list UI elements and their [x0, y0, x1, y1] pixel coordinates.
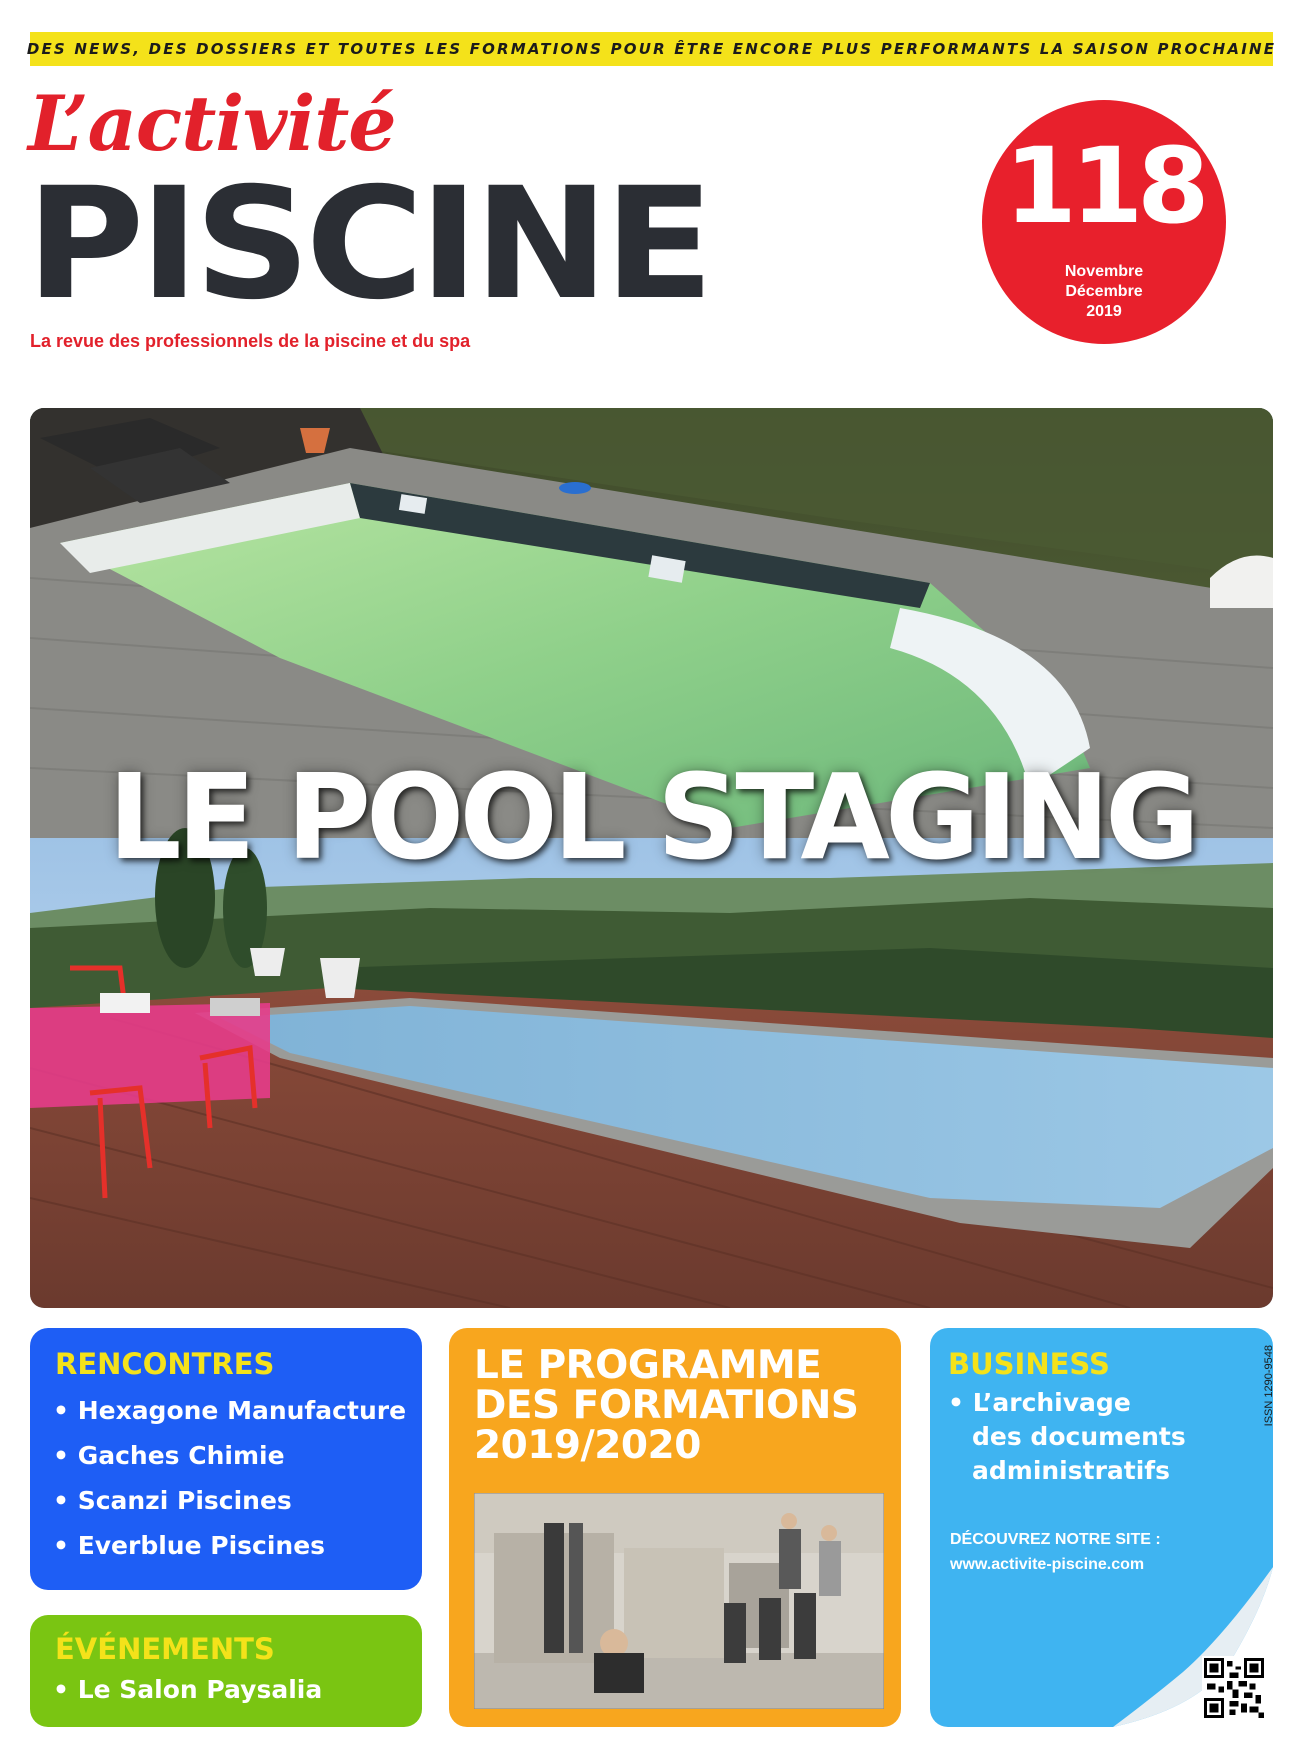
business-title: BUSINESS [948, 1347, 1110, 1381]
evenements-panel [30, 1615, 422, 1727]
logo-main-title: PISCINE [26, 155, 710, 334]
issue-month-2: Décembre [1065, 283, 1143, 300]
hero-photo [30, 408, 1273, 1308]
hero-headline: LE POOL STAGING [107, 748, 1196, 886]
qr-code-icon[interactable] [1202, 1656, 1266, 1720]
business-panel [930, 1328, 1273, 1727]
list-item: • Hexagone Manufacture [53, 1396, 407, 1425]
list-item: • Le Salon Paysalia [53, 1675, 323, 1704]
business-item-line-2: des documents [972, 1422, 1186, 1451]
issue-month: Novembre [1064, 263, 1144, 280]
business-item-line-1: L’archivage [972, 1388, 1131, 1417]
formations-title [474, 1343, 859, 1468]
business-item: • L’archivage des documents administratifs [948, 1386, 1186, 1488]
tagline: La revue des professionnels de la piscine et du spa [30, 331, 471, 351]
list-item: • Everblue Piscines [53, 1531, 326, 1560]
formations-title-line-3: 2019/2020 [474, 1423, 701, 1468]
business-item-line-3: administratifs [972, 1456, 1171, 1485]
training-photo-illustration [474, 1493, 884, 1709]
rencontres-title: RENCONTRES [55, 1347, 275, 1381]
site-url-link[interactable]: www.activite-piscine.com [950, 1556, 1145, 1573]
issue-badge [982, 100, 1226, 344]
list-item: • Scanzi Piscines [53, 1486, 292, 1515]
formations-panel [449, 1328, 901, 1727]
rencontres-list [53, 1398, 406, 1578]
list-item: • Gaches Chimie [53, 1441, 285, 1470]
rencontres-panel [30, 1328, 422, 1590]
evenements-title: ÉVÉNEMENTS [55, 1632, 275, 1666]
top-banner [26, 32, 1277, 66]
site-cta: DÉCOUVREZ NOTRE SITE : [950, 1531, 1161, 1548]
issue-number: 118 [1004, 125, 1204, 247]
issn-number: ISSN 1290-9548 [1263, 1345, 1275, 1427]
banner-text: DES NEWS, DES DOSSIERS ET TOUTES LES FORMATIONS POUR ÊTRE ENCORE PLUS PERFORMANTS LA SAISON PROCHAINE [26, 40, 1277, 58]
issue-year: 2019 [1086, 303, 1122, 320]
formations-title-line-2: DES FORMATIONS [474, 1383, 859, 1428]
formations-title-line-1: LE PROGRAMME [474, 1343, 822, 1388]
logo-script-title: L’activité [28, 79, 396, 168]
